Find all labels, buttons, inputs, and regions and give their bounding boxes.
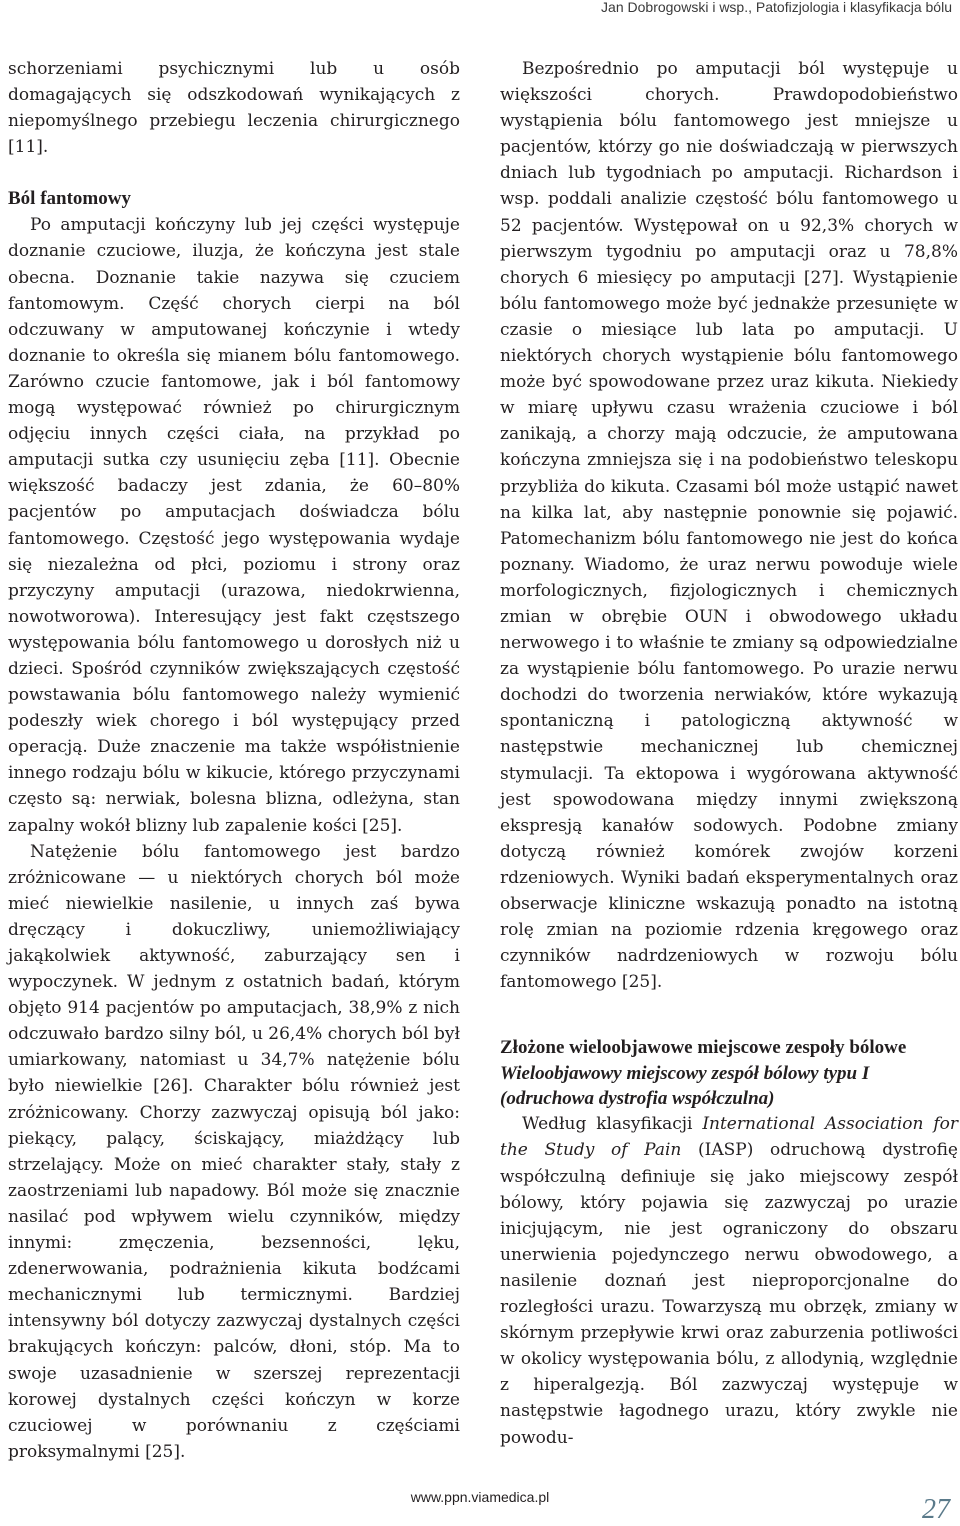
right-column bbox=[500, 56, 958, 1451]
footer-url: www.ppn.viamedica.pl bbox=[410, 1489, 550, 1505]
paragraph-crps-definition bbox=[500, 1111, 958, 1450]
paragraph-crps-rest: (IASP) odruchową dystrofię współczulną definiuje się jako miejscowy zespół bólowy, który pojawia się zazwyczaj po urazie inicjującym, nie jest ograniczony do obszaru unerwienia pojedynczego nerwu obwodowego, a nasilenie doznań jest nieproporcjonalne do rozległości urazu. Towarzyszą mu obrzęk, zmiany w skórnym przepływie krwi oraz zaburzenia potliwości w okolicy występowania bólu, z allodynią, względnie z hiperalgezją. Ból zazwyczaj występuje w następstwie łagodnego urazu, który zwykle nie powodu- bbox=[500, 1140, 958, 1448]
subheading-crps-type1: Wieloobjawowy miejscowy zespół bólowy typu I bbox=[500, 1063, 870, 1085]
section-heading-crps: Złożone wieloobjawowe miejscowe zespoły bólowe bbox=[500, 1037, 907, 1059]
left-column bbox=[8, 56, 460, 1465]
page-number: 27 bbox=[922, 1494, 950, 1525]
paragraph-phantom-1: Po amputacji kończyny lub jej części występuje doznanie czuciowe, iluzja, że kończyna jest stale obecna. Doznanie takie nazywa się czuciem fantomowym. Część chorych cierpi na ból odczuwany w amputowanej kończynie i wtedy doznanie to określa się mianem bólu fantomowego. Zarówno czucie fantomowe, jak i ból fantomowy mogą występować również po chirurgicznym odjęciu innych części ciała, na przykład po amputacji sutka czy usunięciu zęba [11]. Obecnie większość badaczy jest zdania, że 60–80% pacjentów po amputacjach doświadcza bólu fantomowego. Częstość jego występowania wydaje się niezależna od płci, poziomu i strony oraz przyczyny amputacji (urazowa, niedokrwienna, nowotworowa). Interesujący jest fakt częstszego występowania bólu fantomowego u dorosłych niż u dzieci. Spośród czynników zwiększających częstość powstawania bólu fantomowego należy wymienić podeszły wiek chorego i ból występujący przed operacją. Duże znaczenie ma także współistnienie innego rodzaju bólu w kikucie, którego przyczynami często są: nerwiak, bolesna blizna, odleżyna, stan zapalny wokół blizny lub zapalenie kości [25]. bbox=[8, 215, 460, 836]
running-header bbox=[0, 0, 960, 26]
running-header-text: Jan Dobrogowski i wsp., Patofizjologia i klasyfikacja bólu bbox=[601, 0, 952, 15]
paragraph-phantom-3: Bezpośrednio po amputacji ból występuje u większości chorych. Prawdopodobieństwo wystąpienia bólu fantomowego jest mniejsze u pacjentów, którzy go nie doświadczają w pierwszych dniach lub tygodniach po amputacji. Richardson i wsp. poddali analizie częstość bólu fantomowego u 52 pacjentów. Występował on u 92,3% chorych w pierwszym tygodniu po amputacji oraz u 78,8% chorych 6 miesięcy po amputacji [27]. Wystąpienie bólu fantomowego może być jednakże przesunięte w czasie o miesiące lub lata po amputacji. U niektórych chorych wystąpienie bólu fantomowego może być spowodowane przez uraz kikuta. Niekiedy w miarę upływu czasu wrażenia czuciowe i ból zanikają, a chorzy mają odczucie, że amputowana kończyna zmniejsza się i na podobieństwo teleskopu przybliża do kikuta. Czasami ból może ustąpić nawet na kilka lat, aby następnie ponownie się pojawić. Patomechanizm bólu fantomowego nie jest do końca poznany. Wiadomo, że uraz nerwu powoduje wiele morfologicznych, fizjologicznych i chemicznych zmian w obrębie OUN i obwodowego układu nerwowego i to właśnie te zmiany są odpowiedzialne za wystąpienie bólu fantomowego. Po urazie nerwu dochodzi do tworzenia nerwiaków, które wykazują spontaniczną i patologiczną aktywność w następstwie mechanicznej lub chemicznej stymulacji. Ta ektopowa i wygórowana aktywność jest spowodowana między innymi zwiększoną ekspresją kanałów sodowych. Podobne zmiany dotyczą również komórek zwojów korzeni rdzeniowych. Wyniki badań eksperymentalnych oraz obserwacje kliniczne wskazują ponadto na istotną rolę zmian na poziomie rdzenia kręgowego oraz czynników nadrdzeniowych w rozwoju bólu fantomowego [25]. bbox=[500, 59, 958, 993]
subheading-crps-alt-name: (odruchowa dystrofia współczulna) bbox=[500, 1088, 775, 1110]
intro-paragraph: schorzeniami psychicznymi lub u osób domagających się odszkodowań wynikających z niepomyślnego przebiegu leczenia chirurgicznego [11]. bbox=[8, 59, 460, 158]
iasp-full-name: International Association for the Study of Pain bbox=[500, 1114, 958, 1161]
section-heading-phantom-pain: Ból fantomowy bbox=[8, 188, 131, 210]
paragraph-crps-lead: Według klasyfikacji bbox=[522, 1114, 703, 1135]
paragraph-phantom-2: Natężenie bólu fantomowego jest bardzo zróżnicowane — u niektórych chorych ból może mieć niewielkie nasilenie, u innych zaś bywa dręczący i dokuczliwy, uniemożliwiający jakąkolwiek aktywność, zaburzający sen i wypoczynek. W jednym z ostatnich badań, którym objęto 914 pacjentów po amputacjach, 38,9% z nich odczuwało bardzo silny ból, u 26,4% chorych ból był umiarkowany, natomiast u 34,7% natężenie bólu było niewielkie [26]. Charakter bólu również jest zróżnicowany. Chorzy zazwyczaj opisują ból jako: piekący, palący, ściskający, miażdżący lub strzelający. Może on mieć charakter stały, stały z zaostrzeniami lub napadowy. Ból może się znacznie nasilać pod wpływem wielu czynników, między innymi: zmęczenia, bezsenności, lęku, zdenerwowania, podrażnienia kikuta bodźcami mechanicznymi lub termicznymi. Bardziej intensywny ból dotyczy zazwyczaj dystalnych części brakujących kończyn: palców, dłoni, stóp. Ma to swoje uzasadnienie w szerszej reprezentacji korowej dystalnych części kończyn w korze czuciowej w porównaniu z częściami proksymalnymi [25]. bbox=[8, 841, 460, 1462]
